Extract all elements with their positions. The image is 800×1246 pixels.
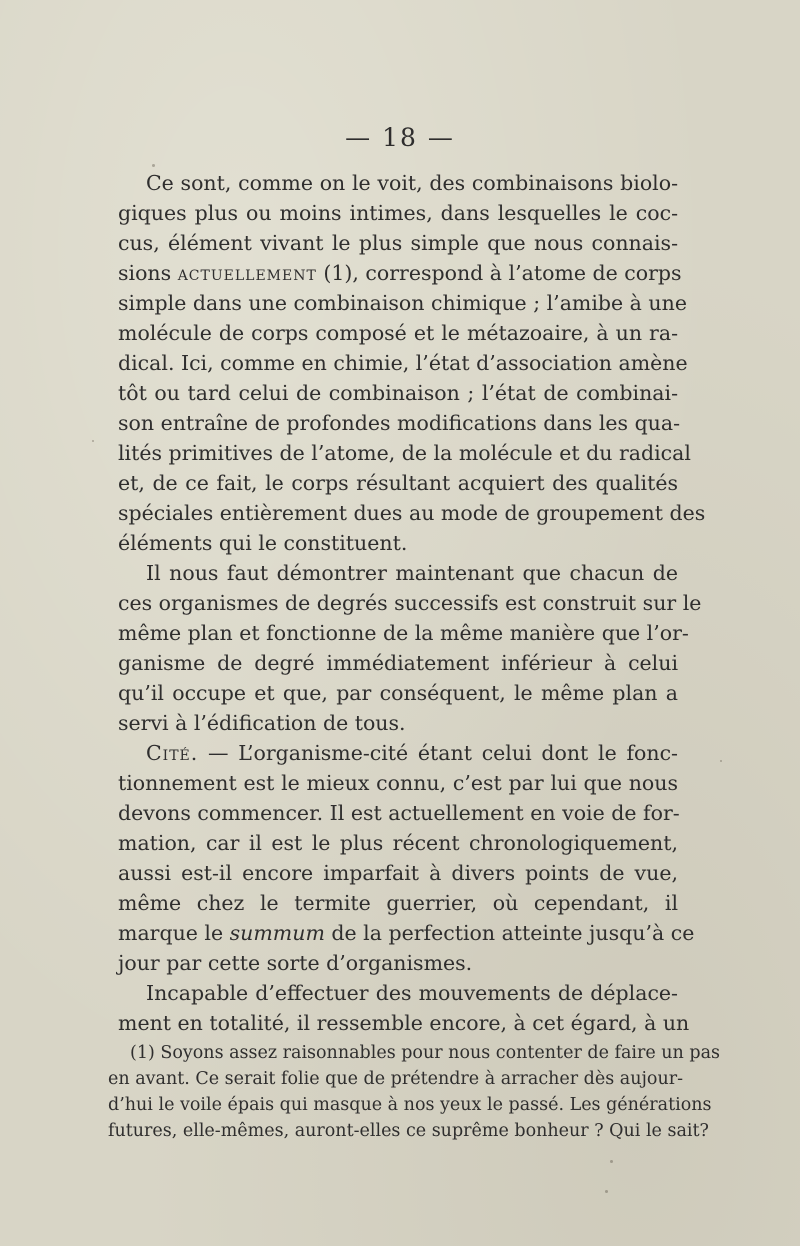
- text-line: [118, 258, 682, 288]
- text-line: ganisme de degré immédiatement inférieur à celui: [118, 651, 678, 675]
- text-line: Ce sont, comme on le voit, des combinaisons biolo-: [146, 171, 678, 195]
- text-line: son entraîne de profondes modifications dans les qua-: [118, 411, 681, 435]
- text-line: Incapable d’effectuer des mouvements de déplace-: [146, 981, 678, 1005]
- small-caps-word: actuellement: [177, 261, 317, 285]
- text-line: devons commencer. Il est actuellement en voie de for-: [118, 801, 680, 825]
- text-line: spéciales entièrement dues au mode de groupement des: [118, 501, 706, 525]
- text-line: même plan et fonctionne de la même manière que l’or-: [118, 621, 689, 645]
- paper-speck: [720, 760, 722, 762]
- text-fragment: — L’organisme-cité étant celui dont le fonc-: [198, 741, 678, 765]
- text-line: Il nous faut démontrer maintenant que chacun de: [146, 561, 678, 585]
- text-line: aussi est-il encore imparfait à divers points de vue,: [118, 861, 678, 885]
- footnote: [108, 1040, 721, 1144]
- text-line: simple dans une combinaison chimique ; l’amibe à une: [118, 291, 687, 315]
- footnote-line: d’hui le voile épais qui masque à nos yeux le passé. Les générations: [108, 1095, 712, 1115]
- footnote-line: (1) Soyons assez raisonnables pour nous contenter de faire un pas: [130, 1043, 721, 1063]
- footnote-line: en avant. Ce serait folie que de prétendre à arracher dès aujour-: [108, 1069, 683, 1089]
- section-heading-cite: Cité.: [146, 741, 199, 765]
- page-number: — 18 —: [345, 123, 455, 152]
- text-line: qu’il occupe et que, par conséquent, le même plan a: [118, 681, 678, 705]
- paper-speck: [152, 164, 155, 167]
- text-line: tôt ou tard celui de combinaison ; l’état de combinai-: [118, 381, 678, 405]
- text-line: jour par cette sorte d’organismes.: [118, 951, 473, 975]
- text-fragment: (1), correspond à l’atome de corps: [323, 261, 682, 285]
- text-line: cus, élément vivant le plus simple que nous connais-: [118, 231, 678, 255]
- text-line: [118, 918, 695, 948]
- text-line: giques plus ou moins intimes, dans lesquelles le coc-: [118, 201, 678, 225]
- paper-speck: [605, 1190, 608, 1193]
- paper-speck: [92, 440, 94, 442]
- text-fragment: de la perfection atteinte jusqu’à ce: [324, 921, 695, 945]
- footnote-line: futures, elle-mêmes, auront-elles ce suprême bonheur ? Qui le sait?: [108, 1121, 709, 1141]
- text-line: ment en totalité, il ressemble encore, à cet égard, à un: [118, 1011, 690, 1035]
- body-text: [118, 168, 706, 1038]
- text-line: et, de ce fait, le corps résultant acquiert des qualités: [118, 471, 678, 495]
- paper-speck: [610, 1160, 613, 1163]
- text-fragment: sions: [118, 261, 172, 285]
- text-line: molécule de corps composé et le métazoaire, à un ra-: [118, 321, 678, 345]
- text-line: ces organismes de degrés successifs est construit sur le: [118, 591, 702, 615]
- text-line: éléments qui le constituent.: [118, 531, 408, 555]
- text-line: dical. Ici, comme en chimie, l’état d’association amène: [118, 351, 688, 375]
- text-line: tionnement est le mieux connu, c’est par lui que nous: [118, 771, 678, 795]
- italic-word: summum: [229, 921, 325, 945]
- text-line: même chez le termite guerrier, où cependant, il: [118, 891, 678, 915]
- text-line: [118, 738, 678, 768]
- text-line: mation, car il est le plus récent chronologiquement,: [118, 831, 678, 855]
- text-line: servi à l’édification de tous.: [118, 711, 406, 735]
- text-fragment: marque le: [118, 921, 230, 945]
- text-line: lités primitives de l’atome, de la molécule et du radical: [118, 441, 691, 465]
